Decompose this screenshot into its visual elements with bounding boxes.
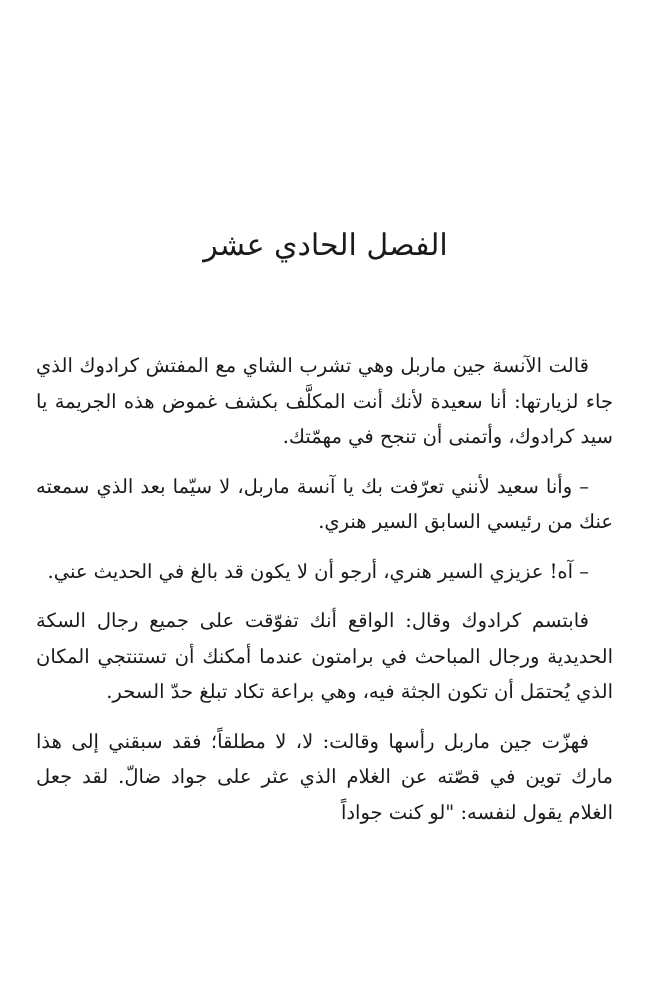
chapter-title: الفصل الحادي عشر (203, 228, 448, 263)
chapter-body (36, 348, 613, 844)
paragraph-1: قالت الآنسة جين ماربل وهي تشرب الشاي مع المفتش كرادوك الذي جاء لزيارتها: أنا سعيدة لأنك أنت المكلَّف بكشف غموض هذه الجريمة يا سيد كرادوك، وأتمنى أن تنجح في مهمّتك. (36, 354, 613, 448)
paragraph-3: – آه! عزيزي السير هنري، أرجو أن لا يكون قد بالغ في الحديث عني. (47, 559, 589, 583)
paragraph-5: فهزّت جين ماربل رأسها وقالت: لا، لا مطلقاً؛ فقد سبقني إلى هذا مارك توين في قصّته عن الغلام الذي عثر على جواد ضالّ. لقد جعل الغلام يقول لنفسه: "لو كنت جواداً (36, 729, 613, 824)
paragraph-2: – وأنا سعيد لأنني تعرّفت بك يا آنسة ماربل، لا سيّما بعد الذي سمعته عنك من رئيسي السابق السير هنري. (36, 474, 613, 533)
paragraph-4: فابتسم كرادوك وقال: الواقع أنك تفوّقت على جميع رجال السكة الحديدية ورجال المباحث في برامتون عندما أمكنك أن تستنتجي المكان الذي يُحتمَل أن تكون الجثة فيه، وهي براعة تكاد تبلغ حدّ السحر. (36, 609, 613, 703)
